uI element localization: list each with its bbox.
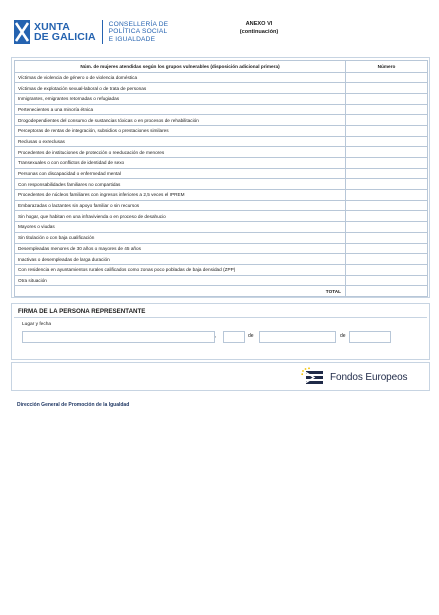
row-number-input[interactable] [346, 222, 428, 233]
table-row [15, 72, 428, 83]
row-number-input[interactable] [346, 232, 428, 243]
total-label: TOTAL [15, 286, 346, 297]
row-label: Personas con discapacidad o enfermedad mental [15, 168, 346, 179]
table-row [15, 232, 428, 243]
row-label: Sin hogar, que habitan en una infravivienda o en proceso de desahucio [15, 211, 346, 222]
row-label: Perceptoras de rentas de integración, subsidios o prestaciones similares [15, 125, 346, 136]
table-row [15, 254, 428, 265]
row-number-input[interactable] [346, 168, 428, 179]
row-label: Transexuales o con conflictos de identidad de sexo [15, 158, 346, 169]
table-row [15, 158, 428, 169]
row-number-input[interactable] [346, 211, 428, 222]
table-row [15, 200, 428, 211]
row-number-input[interactable] [346, 243, 428, 254]
annex-subtitle: (continuación) [239, 29, 279, 35]
row-label: Mayores o viudas [15, 222, 346, 233]
table-body [15, 72, 428, 296]
footer-department: Dirección General de Promoción de la Igualdad [17, 402, 130, 408]
dept-line2: POLÍTICA SOCIAL [108, 28, 168, 36]
place-date-label: Lugar y fecha [22, 322, 52, 327]
table-row [15, 104, 428, 115]
place-input[interactable] [22, 331, 215, 343]
row-number-input[interactable] [346, 72, 428, 83]
logo-divider [102, 20, 103, 44]
table-header-row [15, 61, 428, 73]
row-number-input[interactable] [346, 104, 428, 115]
signature-title: FIRMA DE LA PERSONA REPRESENTANTE [18, 308, 146, 315]
row-label: Víctimas de violencia de género o de violencia doméstica [15, 72, 346, 83]
row-label: Víctimas de explotación sexual-laboral o de trata de personas [15, 83, 346, 94]
dept-line1: CONSELLERÍA DE [108, 21, 169, 29]
table-row [15, 264, 428, 275]
table-row [15, 168, 428, 179]
total-row [15, 286, 428, 297]
row-label: Procedentes de instituciones de protección o reeducación de menores [15, 147, 346, 158]
row-label: Drogodependientes del consumo de sustancias tóxicas o en procesos de rehabilitación [15, 115, 346, 126]
table-row [15, 83, 428, 94]
row-number-input[interactable] [346, 190, 428, 201]
row-number-input[interactable] [346, 115, 428, 126]
row-number-input[interactable] [346, 147, 428, 158]
total-number-input[interactable] [346, 286, 428, 297]
row-number-input[interactable] [346, 264, 428, 275]
department-name [109, 21, 169, 43]
table-row [15, 147, 428, 158]
de-separator-2: de [340, 333, 346, 339]
european-funds-logo [300, 367, 407, 387]
xunta-emblem-icon [14, 20, 30, 44]
row-label: Embarazadas o lactantes sin apoyo familiar o sin recursos [15, 200, 346, 211]
dept-line3: E IGUALDADE [108, 35, 156, 43]
row-label: Inactivas o desempleadas de larga duración [15, 254, 346, 265]
comma-separator: , [215, 333, 217, 339]
row-number-input[interactable] [346, 275, 428, 286]
table-header-label: Núm. de mujeres atendidas según los grupos vulnerables (disposición adicional primera) [15, 61, 346, 73]
annex-heading [214, 20, 304, 36]
logo-line2: DE GALICIA [34, 31, 96, 43]
vulnerable-groups-section [11, 57, 430, 298]
row-label: Sin titulación o con baja cualificación [15, 232, 346, 243]
table-row [15, 275, 428, 286]
table-row [15, 179, 428, 190]
signature-section [11, 303, 430, 360]
table-row [15, 190, 428, 201]
month-input[interactable] [259, 331, 336, 343]
eu-funds-emblem-icon [300, 367, 324, 387]
row-label: Desempleadas menores de 30 años o mayores de 45 años [15, 243, 346, 254]
european-funds-section [11, 362, 430, 391]
row-number-input[interactable] [346, 254, 428, 265]
table-row [15, 125, 428, 136]
table-row [15, 243, 428, 254]
logo-line1: XUNTA [34, 20, 70, 33]
xunta-logo [14, 20, 168, 44]
table-row [15, 136, 428, 147]
annex-title: ANEXO VI [245, 21, 273, 27]
table-row [15, 115, 428, 126]
table-row [15, 222, 428, 233]
row-label: Pertenecientes a una minoría étnica [15, 104, 346, 115]
row-number-input[interactable] [346, 179, 428, 190]
table-header-number: Número [346, 61, 428, 73]
day-input[interactable] [223, 331, 245, 343]
row-number-input[interactable] [346, 93, 428, 104]
document-header [14, 20, 434, 50]
row-label: Procedentes de núcleos familiares con ingresos inferiores a 2,5 veces el IPREM [15, 190, 346, 201]
row-number-input[interactable] [346, 158, 428, 169]
year-input[interactable] [349, 331, 391, 343]
row-label: Con residencia en ayuntamientos rurales calificados como zonas poco pobladas de baja densidad (ZPP) [15, 264, 346, 275]
vulnerable-groups-table [14, 60, 428, 297]
row-number-input[interactable] [346, 83, 428, 94]
european-funds-label: Fondos Europeos [330, 371, 408, 383]
row-number-input[interactable] [346, 200, 428, 211]
row-label: Reclusas o exreclusas [15, 136, 346, 147]
de-separator-1: de [248, 333, 254, 339]
row-number-input[interactable] [346, 136, 428, 147]
row-label: Otra situación [15, 275, 346, 286]
table-row [15, 93, 428, 104]
xunta-logo-text [34, 22, 96, 43]
row-label: Inmigrantes, emigrantes retornadas o refugiadas [15, 93, 346, 104]
row-label: Con responsabilidades familiares no compartidas [15, 179, 346, 190]
table-row [15, 211, 428, 222]
row-number-input[interactable] [346, 125, 428, 136]
